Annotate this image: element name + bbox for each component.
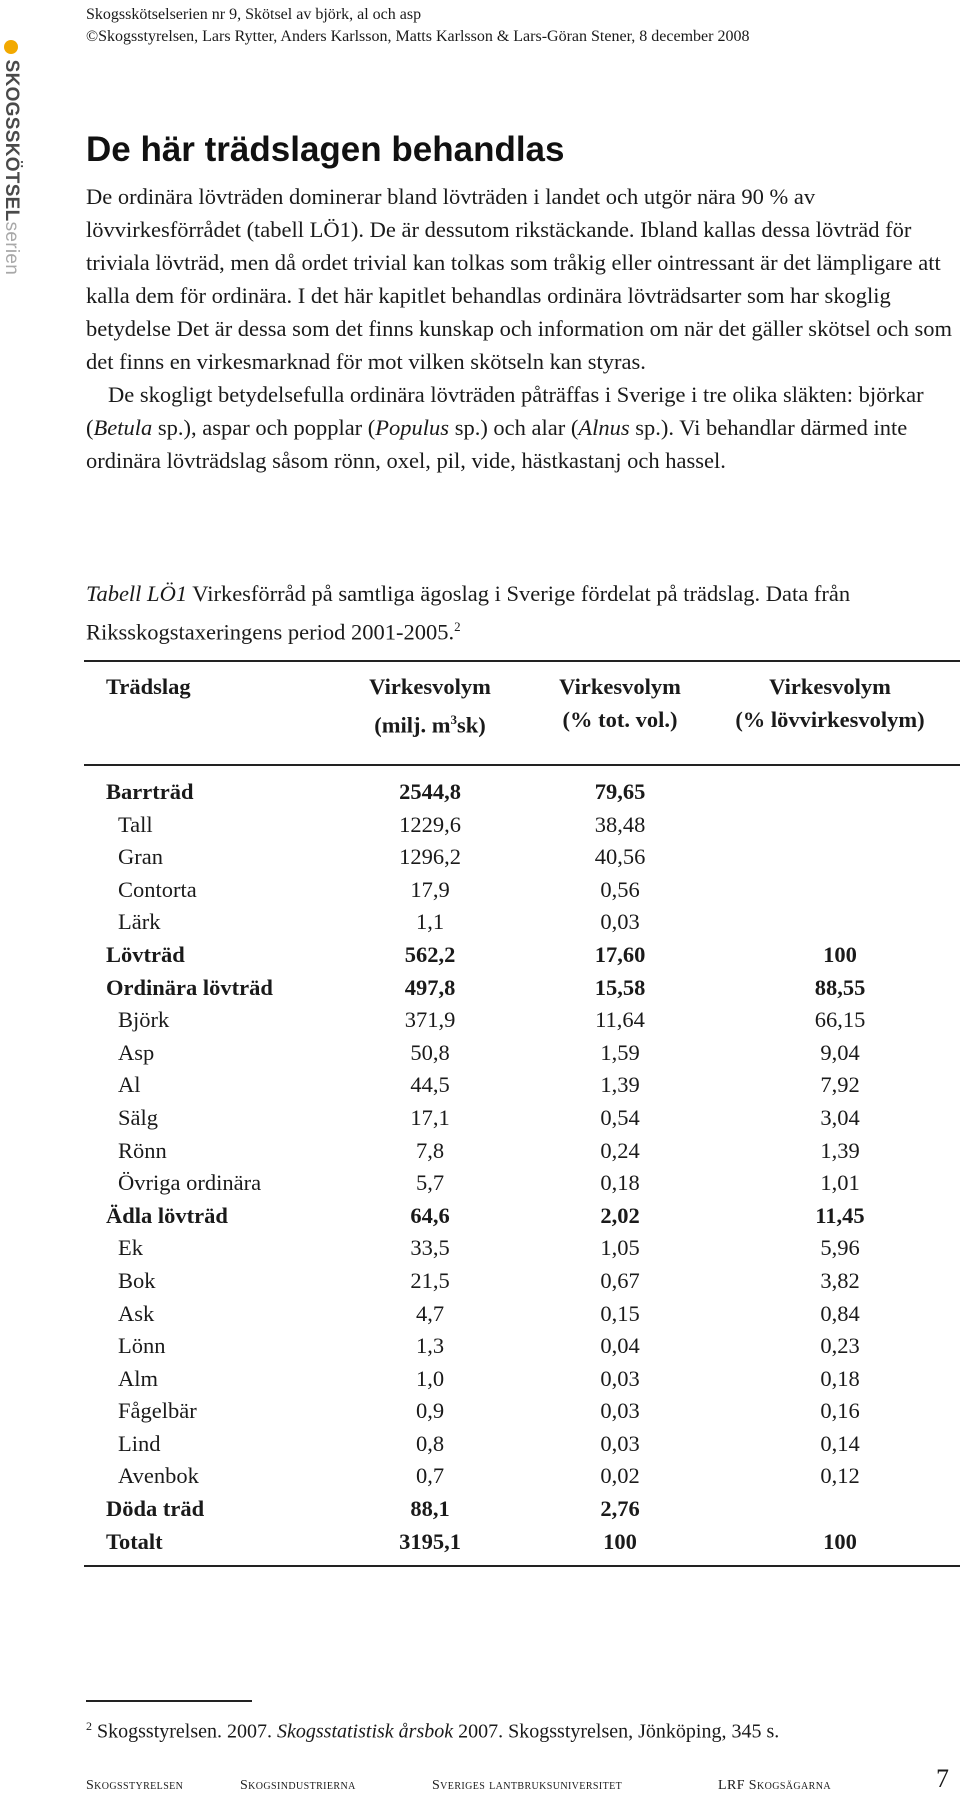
table-row (0, 1526, 960, 1559)
row-volume-m3: 50,8 (410, 1039, 450, 1065)
footer-org-lrf: LRF Skogsägarna (718, 1778, 831, 1793)
paragraph-1: De ordinära lövträden dominerar bland lövträden i landet och utgör nära 90 % av lövvirkesförrådet (tabell LÖ1). De är dessutom rikstäckande. Ibland kallas dessa lövträd för triviala lövträd, men då ordet trivial kan tolkas som tråkig eller ointressant är det lämpligare att kalla dem för ordinära. I det här kapitlet behandlas ordinära lövträdsarter som har skoglig betydelse Det är dessa som det finns kunskap och information om när det gäller skötsel och som det finns en virkesmarknad för mot vilken skötseln kan styras. (86, 184, 953, 374)
row-volume-pct-hardwood: 66,15 (814, 1007, 866, 1033)
table-row (0, 1037, 960, 1070)
table-row (0, 1265, 960, 1298)
row-tradslag: Asp (118, 1039, 155, 1065)
row-volume-pct-hardwood: 100 (823, 941, 857, 967)
row-tradslag: Ordinära lövträd (106, 974, 273, 1000)
row-volume-m3: 64,6 (410, 1202, 450, 1228)
logo-text-light: serien (1, 221, 22, 276)
row-volume-pct-hardwood: 0,12 (820, 1463, 860, 1489)
table-row (0, 1493, 960, 1526)
row-volume-pct-hardwood: 0,14 (820, 1430, 860, 1456)
table-row (0, 1298, 960, 1331)
row-volume-pct-total: 0,67 (600, 1267, 640, 1293)
row-volume-m3: 371,9 (404, 1007, 456, 1033)
footnote-ref: 2 (454, 619, 461, 634)
table-row (0, 1167, 960, 1200)
footer-org-skogsstyrelsen: Skogsstyrelsen (86, 1778, 184, 1793)
row-volume-pct-hardwood: 0,16 (820, 1398, 860, 1424)
page-title: De här trädslagen behandlas (86, 130, 565, 169)
row-volume-pct-total: 2,76 (600, 1496, 640, 1522)
table-row (0, 972, 960, 1005)
row-volume-m3: 1,3 (415, 1333, 445, 1359)
row-volume-pct-hardwood: 11,45 (815, 1202, 865, 1228)
row-tradslag: Gran (118, 844, 163, 870)
row-volume-m3: 0,8 (415, 1430, 445, 1456)
row-volume-pct-total: 1,39 (600, 1072, 640, 1098)
row-tradslag: Fågelbär (118, 1398, 197, 1424)
row-volume-pct-total: 1,05 (600, 1235, 640, 1261)
table-body (0, 776, 960, 1558)
row-volume-pct-total: 0,03 (600, 909, 640, 935)
row-tradslag: Totalt (106, 1528, 163, 1554)
table-row (0, 1102, 960, 1135)
row-volume-m3: 3195,1 (399, 1528, 461, 1554)
row-tradslag: Contorta (118, 876, 197, 902)
row-volume-m3: 4,7 (415, 1300, 445, 1326)
row-tradslag: Ädla lövträd (106, 1202, 228, 1228)
footnote: $^2$ Skogsstyrelsen. 2007. Skogsstatistisk årsbok 2007. Skogsstyrelsen, Jönköping, 345 s. (86, 1719, 780, 1743)
table-row (0, 1330, 960, 1363)
table-row (0, 874, 960, 907)
table-bottom-rule (84, 1565, 960, 1567)
table-top-rule (84, 660, 960, 662)
table-row (0, 1363, 960, 1396)
logo-text-bold: SKOGSSKÖTSEL (1, 59, 22, 222)
row-volume-pct-total: 40,56 (594, 844, 646, 870)
row-volume-pct-total: 17,60 (594, 941, 646, 967)
table-row (0, 841, 960, 874)
row-volume-pct-hardwood: 0,23 (820, 1333, 860, 1359)
row-volume-m3: 1229,6 (399, 811, 461, 837)
row-volume-m3: 1296,2 (399, 844, 461, 870)
table-header-rule (84, 764, 960, 766)
header-volume-pct-total: Virkesvolym (% tot. vol.) (559, 674, 681, 732)
row-volume-pct-hardwood: 0,18 (820, 1365, 860, 1391)
header-volume-pct-hardwood: Virkesvolym (% lövvirkesvolym) (735, 674, 925, 732)
footer-org-skogsindustrierna: Skogsindustrierna (240, 1778, 356, 1793)
row-volume-pct-hardwood: 5,96 (820, 1235, 860, 1261)
row-volume-pct-total: 0,15 (600, 1300, 640, 1326)
row-volume-pct-total: 0,03 (600, 1430, 640, 1456)
row-volume-pct-hardwood: 1,39 (820, 1137, 860, 1163)
table-row (0, 809, 960, 842)
row-tradslag: Sälg (118, 1104, 159, 1130)
row-volume-pct-hardwood: 0,84 (820, 1300, 860, 1326)
row-volume-pct-total: 100 (603, 1528, 637, 1554)
row-volume-m3: 88,1 (410, 1496, 450, 1522)
footnote-rule (86, 1700, 252, 1702)
table-row (0, 1460, 960, 1493)
row-volume-m3: 5,7 (415, 1170, 445, 1196)
logo-dot-icon (4, 40, 18, 54)
row-tradslag: Lönn (118, 1333, 166, 1359)
running-header (86, 4, 749, 48)
row-volume-pct-total: 0,54 (600, 1104, 640, 1130)
row-tradslag: Lövträd (106, 941, 185, 967)
row-tradslag: Rönn (118, 1137, 167, 1163)
table-row (0, 1428, 960, 1461)
row-tradslag: Lind (118, 1430, 161, 1456)
row-volume-pct-total: 2,02 (600, 1202, 640, 1228)
row-volume-pct-hardwood: 100 (823, 1528, 857, 1554)
row-tradslag: Avenbok (118, 1463, 199, 1489)
row-volume-m3: 0,9 (415, 1398, 445, 1424)
row-volume-m3: 17,9 (410, 876, 450, 902)
footer-org-slu: Sveriges lantbruksuniversitet (432, 1778, 623, 1793)
row-tradslag: Ask (118, 1300, 155, 1326)
header-tradslag: Trädslag (106, 674, 191, 699)
row-volume-pct-total: 0,56 (600, 876, 640, 902)
row-volume-pct-hardwood: 1,01 (820, 1170, 860, 1196)
row-volume-pct-total: 0,03 (600, 1365, 640, 1391)
row-volume-m3: 1,1 (415, 909, 445, 935)
page-number: 7 (936, 1764, 949, 1793)
row-tradslag: Ek (118, 1235, 143, 1261)
row-tradslag: Barrträd (106, 779, 194, 804)
table-row (0, 1232, 960, 1265)
table-label: Tabell LÖ1 (86, 581, 188, 606)
row-volume-m3: 44,5 (410, 1072, 450, 1098)
row-tradslag: Alm (118, 1365, 159, 1391)
table-row (0, 1395, 960, 1428)
row-volume-m3: 0,7 (415, 1463, 445, 1489)
table-row (0, 906, 960, 939)
table-row (0, 1200, 960, 1233)
row-volume-pct-total: 0,18 (600, 1170, 640, 1196)
row-tradslag: Al (118, 1072, 141, 1098)
row-volume-pct-hardwood: 3,82 (820, 1267, 860, 1293)
row-volume-pct-total: 0,04 (600, 1333, 640, 1359)
row-volume-m3: 497,8 (404, 974, 456, 1000)
row-volume-pct-total: 79,65 (594, 779, 646, 804)
row-volume-pct-total: 38,48 (594, 811, 646, 837)
row-volume-m3: 7,8 (415, 1137, 445, 1163)
row-volume-m3: 2544,8 (399, 779, 461, 804)
table-row (0, 939, 960, 972)
row-volume-m3: 21,5 (410, 1267, 450, 1293)
row-volume-pct-total: 15,58 (594, 974, 646, 1000)
row-volume-m3: 562,2 (404, 941, 456, 967)
row-volume-pct-total: 0,02 (600, 1463, 640, 1489)
row-tradslag: Döda träd (106, 1496, 205, 1522)
row-tradslag: Lärk (118, 909, 161, 935)
table-caption: Tabell LÖ1 Virkesförråd på samtliga ägoslag i Sverige fördelat på trädslag. Data från Riksskogstaxeringens period 2001-2005.$^2$ (86, 581, 851, 645)
row-volume-m3: 1,0 (415, 1365, 445, 1391)
row-tradslag: Övriga ordinära (118, 1170, 262, 1196)
paragraph-2: De skogligt betydelsefulla ordinära lövträden påträffas i Sverige i tre olika släkten: björkar (Betula sp.), aspar och popplar (Populus sp.) och alar (Alnus sp.). Vi behandlar därmed inte ordinära lövträdslag såsom rönn, oxel, pil, vide, hästkastanj och hassel. (86, 382, 924, 473)
row-volume-pct-hardwood: 7,92 (820, 1072, 860, 1098)
header-volume-m3: Virkesvolym (milj. $m^3sk$) (369, 674, 491, 738)
row-volume-m3: 33,5 (410, 1235, 450, 1261)
table-row (0, 1069, 960, 1102)
table-row (0, 1135, 960, 1168)
series-logo (0, 36, 26, 276)
row-tradslag: Björk (118, 1007, 170, 1033)
row-volume-pct-hardwood: 88,55 (814, 974, 866, 1000)
table-row (0, 776, 960, 809)
row-tradslag: Bok (118, 1267, 156, 1293)
copyright-line: ©Skogsstyrelsen, Lars Rytter, Anders Karlsson, Matts Karlsson & Lars-Göran Stener, 8 december 2008 (86, 28, 750, 45)
row-volume-pct-total: 1,59 (600, 1039, 640, 1065)
body-text (86, 180, 956, 477)
row-volume-pct-total: 11,64 (595, 1007, 645, 1033)
table-row (0, 1004, 960, 1037)
row-volume-pct-hardwood: 9,04 (820, 1039, 860, 1065)
row-tradslag: Tall (118, 811, 153, 837)
row-volume-pct-hardwood: 3,04 (820, 1104, 860, 1130)
row-volume-pct-total: 0,24 (600, 1137, 640, 1163)
row-volume-m3: 17,1 (410, 1104, 450, 1130)
series-title: Skogsskötselserien nr 9, Skötsel av björk, al och asp (86, 6, 422, 23)
row-volume-pct-total: 0,03 (600, 1398, 640, 1424)
